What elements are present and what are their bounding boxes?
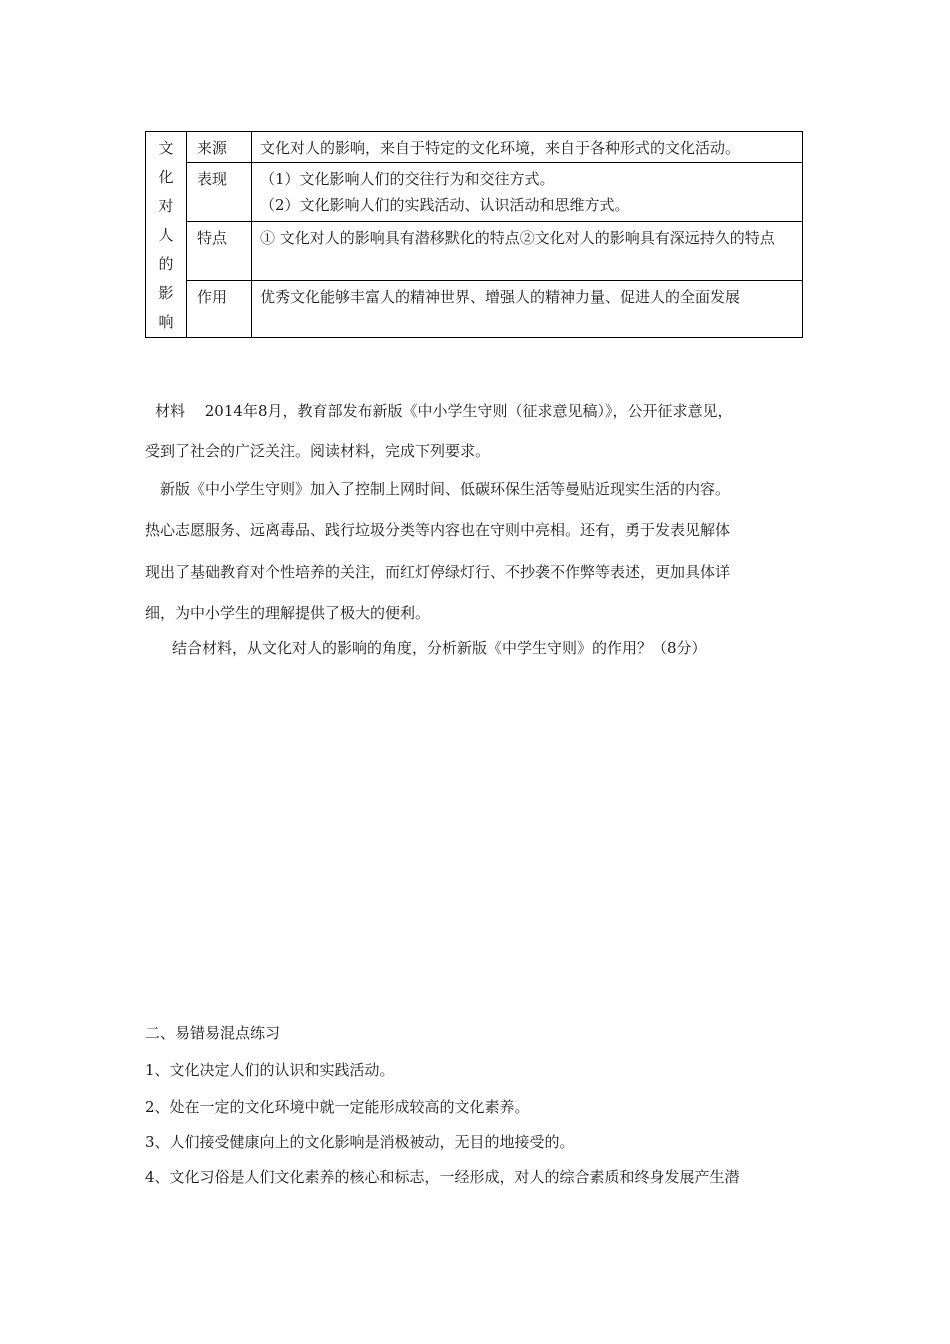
row-content-feature: [252, 221, 803, 280]
practice-item: 4、文化习俗是人们文化素养的核心和标志，一经形成，对人的综合素质和终身发展产生潜: [145, 1168, 740, 1186]
row-content-function: [252, 280, 803, 337]
side-header-char: 化: [158, 168, 174, 186]
row-content-manifestation: [252, 162, 803, 221]
side-header-char: 的: [158, 255, 174, 273]
material-line-3: 新版《中小学生守则》加入了控制上网时间、低碳环保生活等曼贴近现实生活的内容。: [160, 480, 731, 498]
material-line-1: 材料 2014年8月，教育部发布新版《中小学生守则（征求意见稿）》，公开征求意见，: [155, 402, 733, 420]
practice-item: 2、处在一定的文化环境中就一定能形成较高的文化素养。: [145, 1098, 530, 1116]
side-header-cell: [146, 132, 187, 338]
question-text: 结合材料，从文化对人的影响的角度，分析新版《中学生守则》的作用？（8分）: [172, 639, 707, 657]
side-header-char: 影: [158, 284, 174, 302]
practice-item: 3、人们接受健康向上的文化影响是消极被动，无目的地接受的。: [145, 1133, 575, 1151]
culture-influence-table: [145, 131, 803, 338]
row-label-feature: 特点: [187, 221, 252, 280]
material-line-6: 细，为中小学生的理解提供了极大的便利。: [145, 604, 431, 622]
practice-item: 1、文化决定人们的认识和实践活动。: [145, 1061, 395, 1079]
side-header-char: 对: [158, 197, 174, 215]
row-content-source: [252, 132, 803, 163]
side-header-char: 响: [158, 313, 174, 331]
side-header-char: 文: [158, 139, 174, 157]
material-line-2: 受到了社会的广泛关注。阅读材料，完成下列要求。: [145, 442, 491, 460]
row-label-function: 作用: [187, 280, 252, 337]
content-line: （2）文化影响人们的实践活动、认识活动和思维方式。: [260, 195, 630, 214]
material-line-5: 现出了基础教育对个性培养的关注，而红灯停绿灯行、不抄袭不作弊等表述，更加具体详: [145, 563, 731, 581]
content-line: 优秀文化能够丰富人的精神世界、增强人的精神力量、促进人的全面发展: [260, 287, 741, 306]
content-line: 文化对人的影响，来自于特定的文化环境，来自于各种形式的文化活动。: [260, 139, 741, 157]
content-line: （1）文化影响人们的交往行为和交往方式。: [260, 169, 555, 188]
row-label-source: 来源: [187, 132, 252, 163]
row-label-manifestation: 表现: [187, 162, 252, 221]
material-line-4: 热心志愿服务、远离毒品、践行垃圾分类等内容也在守则中亮相。还有，勇于发表见解体: [145, 521, 731, 539]
side-header-char: 人: [158, 226, 174, 244]
section-title: 二、易错易混点练习: [145, 1024, 281, 1042]
content-line: ① 文化对人的影响具有潜移默化的特点②文化对人的影响具有深远持久的特点: [260, 228, 775, 247]
